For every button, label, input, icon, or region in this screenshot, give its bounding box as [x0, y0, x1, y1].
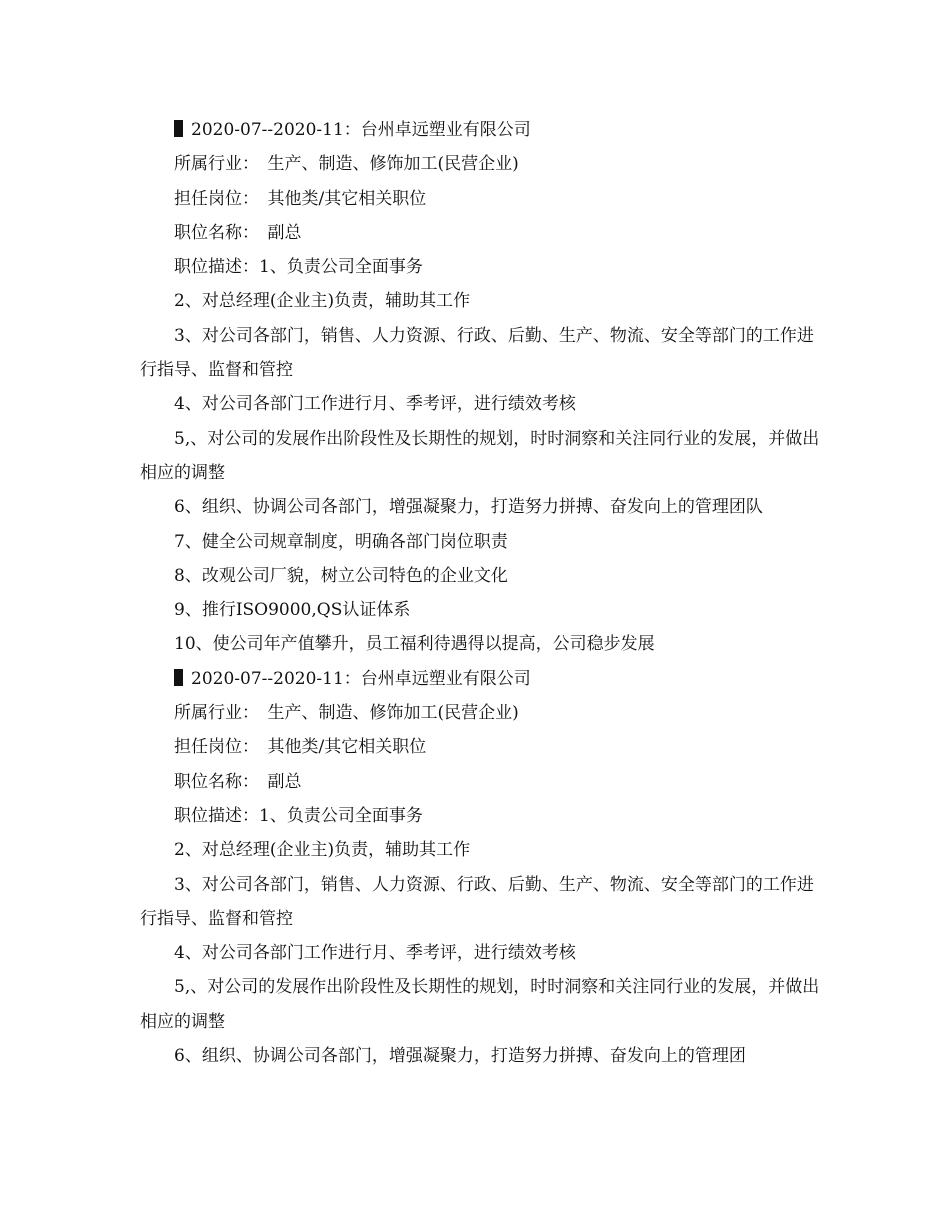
industry-line: 所属行业： 生产、制造、修饰加工(民营企业): [174, 703, 519, 724]
duty-item: 5,、对公司的发展作出阶段性及长期性的规划，时时洞察和关注同行业的发展，并做出相应的调整: [140, 428, 820, 483]
duty-item: 4、对公司各部门工作进行月、季考评，进行绩效考核: [174, 943, 576, 964]
job-description-line: 职位描述：1、负责公司全面事务: [174, 257, 423, 278]
job-title-line: 职位名称： 副总: [174, 222, 302, 243]
post-line: 担任岗位： 其他类/其它相关职位: [174, 737, 427, 758]
duty-item: 3、对公司各部门，销售、人力资源、行政、后勤、生产、物流、安全等部门的工作进行指导、监督和管控: [140, 325, 814, 381]
duty-item: 6、组织、协调公司各部门，增强凝聚力，打造努力拼搏、奋发向上的管理团: [174, 1046, 746, 1067]
duty-item: 4、对公司各部门工作进行月、季考评，进行绩效考核: [174, 394, 576, 415]
duty-item: 7、健全公司规章制度，明确各部门岗位职责: [174, 531, 508, 552]
job-title-line: 职位名称： 副总: [174, 771, 302, 792]
square-bullet-icon: [174, 120, 183, 137]
duty-item: 9、推行ISO9000,QS认证体系: [174, 600, 411, 621]
industry-line: 所属行业： 生产、制造、修饰加工(民营企业): [174, 154, 519, 175]
duty-item: 2、对总经理(企业主)负责，辅助其工作: [174, 840, 471, 861]
job-entry-header: [140, 113, 830, 147]
duty-item: 6、组织、协调公司各部门，增强凝聚力，打造努力拼搏、奋发向上的管理团队: [174, 497, 763, 518]
job-entry-header: [140, 662, 830, 696]
job-entry-header-text: 2020-07--2020-11：台州卓远塑业有限公司: [191, 120, 531, 140]
duty-item: 3、对公司各部门，销售、人力资源、行政、后勤、生产、物流、安全等部门的工作进行指导、监督和管控: [140, 874, 814, 929]
post-line: 担任岗位： 其他类/其它相关职位: [174, 188, 427, 209]
job-entry-header-text: 2020-07--2020-11：台州卓远塑业有限公司: [191, 668, 531, 689]
duty-item: 5,、对公司的发展作出阶段性及长期性的规划，时时洞察和关注同行业的发展，并做出相应的调整: [140, 977, 820, 1032]
job-description-line: 职位描述：1、负责公司全面事务: [174, 805, 423, 826]
square-bullet-icon: [174, 669, 183, 686]
duty-item: 2、对总经理(企业主)负责，辅助其工作: [174, 291, 471, 312]
duty-item: 8、改观公司厂貌，树立公司特色的企业文化: [174, 565, 508, 586]
document-body: [140, 113, 830, 1073]
duty-item: 10、使公司年产值攀升，员工福利待遇得以提高，公司稳步发展: [174, 634, 655, 655]
